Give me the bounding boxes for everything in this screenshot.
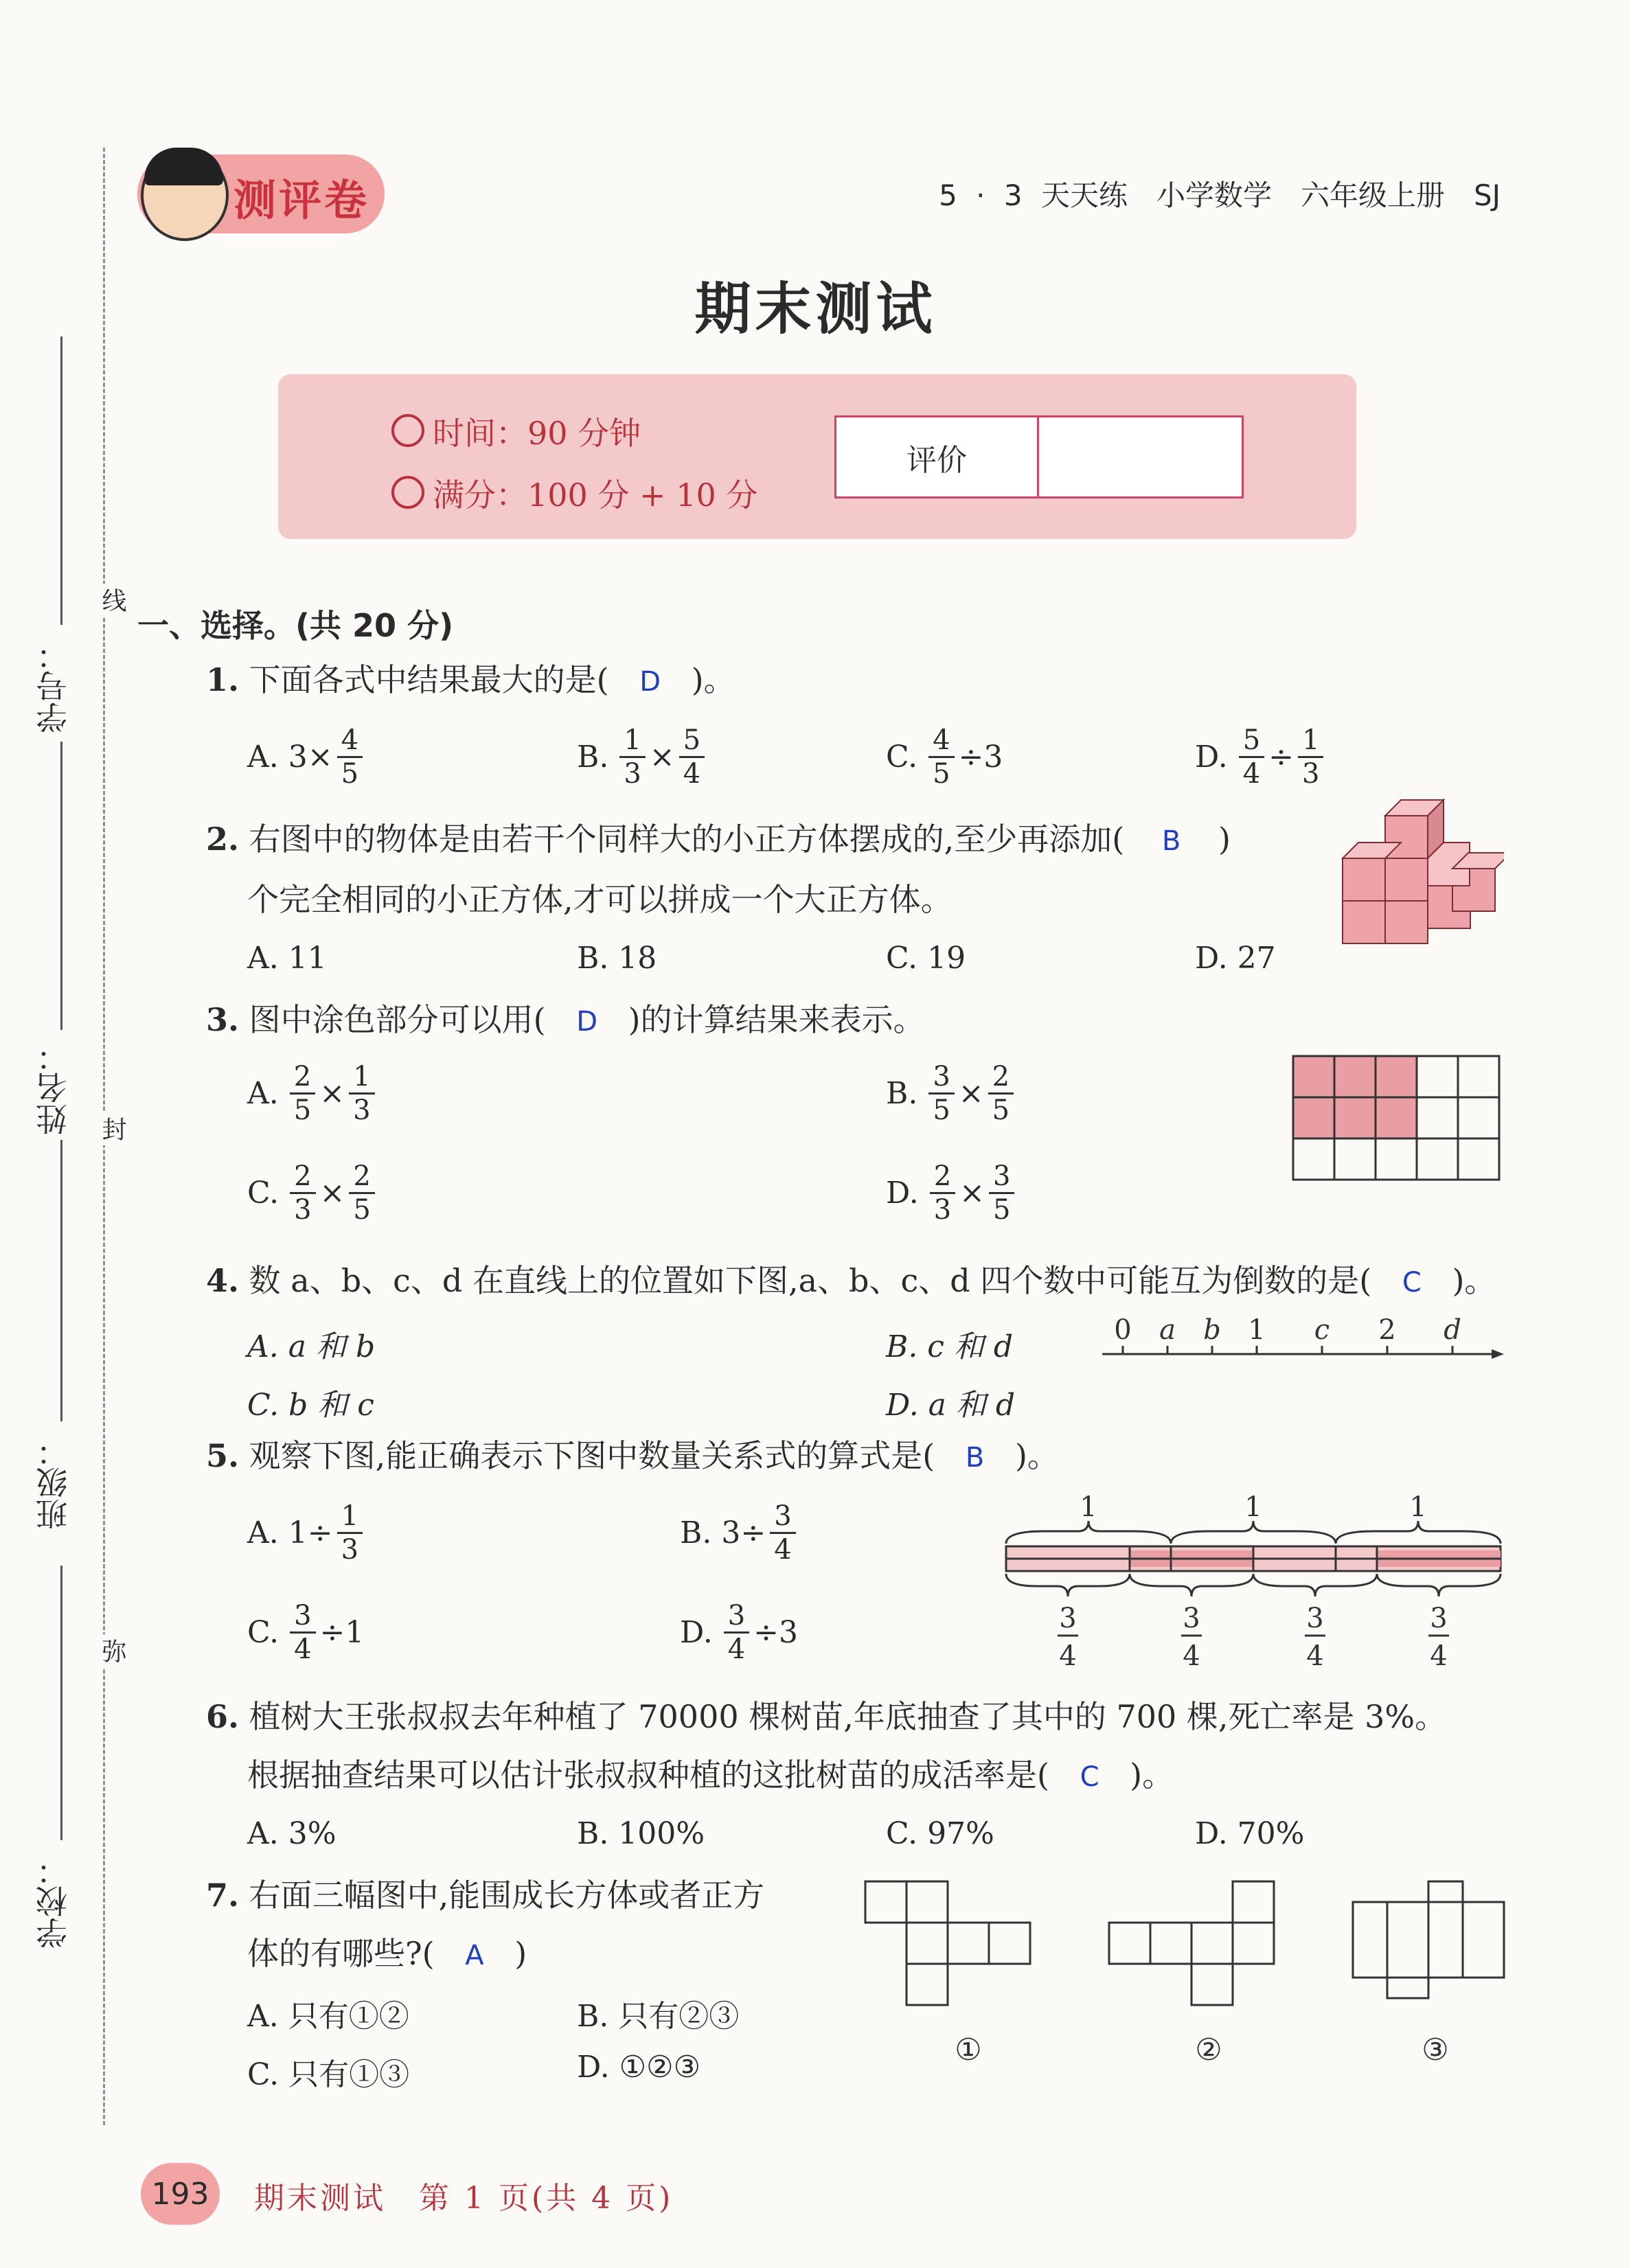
time-limit: 时间：90 分钟 — [433, 415, 641, 452]
q2-option-c[interactable]: C. 19 — [886, 941, 966, 976]
class-label: 班级： — [35, 1435, 72, 1530]
q1-b-frac2: $\frac{5}{4}$ — [679, 724, 705, 790]
q4-option-b[interactable]: B. c 和 d — [886, 1329, 1014, 1364]
q7-answer[interactable]: A — [465, 1940, 484, 1971]
q3-c-frac1: $\frac{2}{3}$ — [290, 1160, 315, 1226]
cube-stack-figure — [1339, 783, 1504, 948]
net-2 — [1109, 1881, 1274, 2005]
q7-line2-text: 体的有哪些?( — [247, 1935, 435, 1972]
q3-d-frac2: $\frac{3}{5}$ — [989, 1160, 1014, 1226]
mascot-hair-icon — [144, 148, 223, 185]
q5-d-op: ÷3 — [753, 1615, 799, 1650]
q3-number: 3. — [206, 1001, 240, 1038]
full-score: 满分：100 分 + 10 分 — [433, 477, 758, 514]
section-heading: 一、选择。(共 20 分) — [137, 607, 454, 644]
test-badge-label: 测评卷 — [233, 175, 370, 225]
q7-tail: ) — [514, 1935, 527, 1972]
question-5 — [206, 1435, 1059, 1478]
q4-number: 4. — [206, 1262, 240, 1299]
q1-d-frac1: $\frac{5}{4}$ — [1239, 724, 1264, 790]
series-info: 5 · 3 天天练 小学数学 六年级上册 SJ — [939, 179, 1501, 212]
question-6 — [206, 1696, 1446, 1737]
q1-option-a[interactable] — [247, 724, 367, 790]
student-id-line[interactable] — [60, 336, 62, 625]
q1-option-b[interactable] — [577, 724, 709, 790]
net-1 — [865, 1881, 1030, 2005]
evaluation-label: 评价 — [836, 417, 1039, 496]
number-line-label: c — [1314, 1314, 1330, 1346]
svg-text:3: 3 — [1059, 1603, 1077, 1634]
clock-icon — [391, 414, 424, 447]
school-label: 学校： — [35, 1854, 72, 1949]
q5-d-frac: $\frac{3}{4}$ — [724, 1600, 749, 1665]
q5-bottom-frac-4 — [1428, 1603, 1449, 1672]
q3-d-label: D. — [886, 1176, 919, 1211]
q6-line2-text: 根据抽查结果可以估计张叔叔种植的这批树苗的成活率是( — [247, 1756, 1049, 1794]
net-label-3: ③ — [1422, 2032, 1449, 2067]
page-number: 193 — [141, 2163, 220, 2225]
net-3 — [1353, 1881, 1504, 1998]
q4-text: 数 a、b、c、d 在直线上的位置如下图,a、b、c、d 四个数中可能互为倒数的是( — [249, 1262, 1372, 1299]
q7-option-c[interactable]: C. 只有①③ — [247, 2057, 410, 2092]
segment-bar-figure — [1003, 1490, 1507, 1672]
q3-option-c[interactable] — [247, 1160, 379, 1226]
q6-option-c[interactable]: C. 97% — [886, 1816, 994, 1851]
q1-b-op: × — [649, 740, 675, 775]
shaded-grid-figure — [1291, 1054, 1501, 1181]
q5-option-a[interactable] — [247, 1500, 367, 1566]
q4-option-a[interactable]: A. a 和 b — [247, 1329, 376, 1364]
q1-c-frac: $\frac{4}{5}$ — [928, 724, 954, 790]
q7-line2 — [247, 1933, 527, 1976]
number-line-label: 1 — [1248, 1314, 1266, 1346]
q5-a-int: 1÷ — [288, 1515, 333, 1550]
question-7 — [206, 1875, 764, 1916]
q5-option-c[interactable] — [247, 1600, 364, 1665]
q1-a-frac: $\frac{4}{5}$ — [337, 724, 363, 790]
number-line-label: a — [1159, 1314, 1176, 1346]
q7-option-b[interactable]: B. 只有②③ — [577, 1999, 740, 2034]
number-line-label: d — [1444, 1314, 1461, 1346]
q3-a-label: A. — [247, 1076, 279, 1111]
q2-number: 2. — [206, 821, 240, 858]
q5-c-label: C. — [247, 1615, 280, 1650]
q1-d-label: D. — [1195, 740, 1228, 775]
svg-text:3: 3 — [1430, 1603, 1448, 1634]
svg-text:4: 4 — [1183, 1640, 1200, 1672]
q1-d-frac2: $\frac{1}{3}$ — [1298, 724, 1323, 790]
q5-a-label: A. — [247, 1515, 279, 1550]
q5-option-b[interactable] — [680, 1500, 800, 1566]
q4-option-c[interactable]: C. b 和 c — [247, 1388, 374, 1423]
question-2 — [206, 818, 1231, 862]
q2-option-b[interactable]: B. 18 — [577, 941, 657, 976]
cube-net-figures — [858, 1868, 1511, 2074]
q7-option-d[interactable]: D. ①②③ — [577, 2050, 701, 2085]
q1-answer[interactable]: D — [639, 666, 661, 698]
q6-tail: )。 — [1130, 1756, 1174, 1794]
seal-mark-feng: 封 — [95, 1112, 130, 1145]
seal-mark-xian: 线 — [95, 584, 130, 617]
q1-d-op: ÷ — [1268, 740, 1294, 775]
question-4 — [206, 1260, 1496, 1303]
q1-tail: )。 — [691, 661, 735, 698]
q5-d-label: D. — [680, 1615, 713, 1650]
q3-a-frac1: $\frac{2}{5}$ — [290, 1061, 315, 1126]
q5-a-frac: $\frac{1}{3}$ — [337, 1500, 363, 1566]
q3-option-a[interactable] — [247, 1061, 379, 1126]
q7-text: 右面三幅图中,能围成长方体或者正方 — [249, 1877, 765, 1914]
q2-text: 右图中的物体是由若干个同样大的小正方体摆成的,至少再添加( — [249, 821, 1125, 858]
q3-a-frac2: $\frac{1}{3}$ — [349, 1061, 374, 1126]
q1-option-c[interactable] — [886, 724, 1003, 790]
page-title: 期末测试 — [694, 277, 937, 342]
q5-bottom-frac-1 — [1058, 1603, 1078, 1672]
check-icon — [391, 476, 424, 509]
name-line[interactable] — [60, 742, 62, 1030]
net-label-2: ② — [1195, 2032, 1222, 2067]
q7-option-a[interactable]: A. 只有①② — [247, 1999, 409, 2034]
q1-b-label: B. — [577, 740, 609, 775]
q1-a-int: 3× — [288, 740, 333, 775]
number-line-figure — [1099, 1311, 1507, 1366]
q3-b-frac1: $\frac{3}{5}$ — [928, 1061, 954, 1126]
svg-text:4: 4 — [1059, 1640, 1077, 1672]
number-line-label: 2 — [1378, 1314, 1396, 1346]
q1-a-label: A. — [247, 740, 279, 775]
q2-tail: ) — [1218, 821, 1231, 858]
evaluation-field[interactable] — [1037, 417, 1237, 494]
q5-bottom-frac-2 — [1181, 1603, 1202, 1672]
q4-tail: )。 — [1452, 1262, 1496, 1299]
q3-text: 图中涂色部分可以用( — [249, 1001, 546, 1038]
svg-text:4: 4 — [1430, 1640, 1448, 1672]
name-label: 姓名： — [35, 1040, 72, 1135]
q3-b-op: × — [958, 1076, 984, 1111]
q5-text: 观察下图,能正确表示下图中数量关系式的算式是( — [249, 1437, 935, 1474]
q1-text: 下面各式中结果最大的是( — [249, 661, 609, 698]
q1-c-op: ÷3 — [958, 740, 1003, 775]
q5-bottom-frac-3 — [1305, 1603, 1325, 1672]
q5-tail: )。 — [1014, 1437, 1059, 1474]
q7-number: 7. — [206, 1877, 240, 1914]
q3-b-frac2: $\frac{2}{5}$ — [988, 1061, 1014, 1126]
q2-answer[interactable]: B — [1161, 825, 1181, 857]
q5-c-op: ÷1 — [319, 1615, 365, 1650]
q5-b-frac: $\frac{3}{4}$ — [770, 1500, 795, 1566]
q5-top-label-1: 1 — [1080, 1491, 1097, 1523]
q3-c-frac2: $\frac{2}{5}$ — [349, 1160, 374, 1226]
q1-b-frac1: $\frac{1}{3}$ — [619, 724, 645, 790]
q5-c-frac: $\frac{3}{4}$ — [290, 1600, 315, 1665]
q6-option-a[interactable]: A. 3% — [247, 1816, 337, 1851]
q2-line2: 个完全相同的小正方体,才可以拼成一个大正方体。 — [247, 881, 953, 918]
q3-tail: )的计算结果来表示。 — [628, 1001, 925, 1038]
question-3 — [206, 999, 925, 1042]
q6-option-b[interactable]: B. 100% — [577, 1816, 705, 1851]
class-line[interactable] — [60, 1140, 62, 1421]
svg-text:4: 4 — [1306, 1640, 1324, 1672]
student-id-label: 学号： — [35, 639, 72, 733]
q5-number: 5. — [206, 1437, 240, 1474]
q6-answer[interactable]: C — [1080, 1761, 1099, 1793]
school-line[interactable] — [60, 1566, 62, 1840]
svg-text:3: 3 — [1306, 1603, 1324, 1634]
q3-option-b[interactable] — [886, 1061, 1018, 1126]
q3-a-op: × — [319, 1076, 345, 1111]
q5-b-label: B. — [680, 1515, 712, 1550]
q3-option-d[interactable] — [886, 1160, 1018, 1226]
q4-answer[interactable]: C — [1402, 1267, 1422, 1298]
q5-answer[interactable]: B — [965, 1442, 985, 1474]
footer-text: 期末测试 第 1 页(共 4 页) — [254, 2181, 674, 2216]
net-label-1: ① — [955, 2032, 982, 2067]
q3-d-op: × — [959, 1176, 985, 1211]
q1-c-label: C. — [886, 740, 918, 775]
q4-option-d[interactable]: D. a 和 d — [886, 1388, 1016, 1423]
q2-option-a[interactable]: A. 11 — [247, 941, 327, 976]
q3-c-op: × — [319, 1176, 345, 1211]
number-line-label: b — [1203, 1314, 1221, 1346]
q1-option-d[interactable] — [1195, 724, 1327, 790]
svg-text:3: 3 — [1183, 1603, 1200, 1634]
q3-answer[interactable]: D — [576, 1006, 598, 1038]
question-1 — [206, 659, 735, 702]
q5-top-label-2: 1 — [1244, 1491, 1262, 1523]
q6-number: 6. — [206, 1698, 240, 1735]
number-line-label: 0 — [1114, 1314, 1132, 1346]
q6-option-d[interactable]: D. 70% — [1195, 1816, 1305, 1851]
q3-d-frac1: $\frac{2}{3}$ — [930, 1160, 955, 1226]
q5-b-int: 3÷ — [721, 1515, 766, 1550]
q6-line2 — [247, 1754, 1174, 1798]
q5-option-d[interactable] — [680, 1600, 798, 1665]
q1-number: 1. — [206, 661, 240, 698]
q2-option-d[interactable]: D. 27 — [1195, 941, 1276, 976]
q3-c-label: C. — [247, 1176, 280, 1211]
q6-text: 植树大王张叔叔去年种植了 70000 棵树苗,年底抽查了其中的 700 棵,死亡率是 3%。 — [249, 1698, 1447, 1735]
q5-top-label-3: 1 — [1409, 1491, 1427, 1523]
q3-b-label: B. — [886, 1076, 918, 1111]
seal-mark-mi: 弥 — [95, 1634, 130, 1667]
